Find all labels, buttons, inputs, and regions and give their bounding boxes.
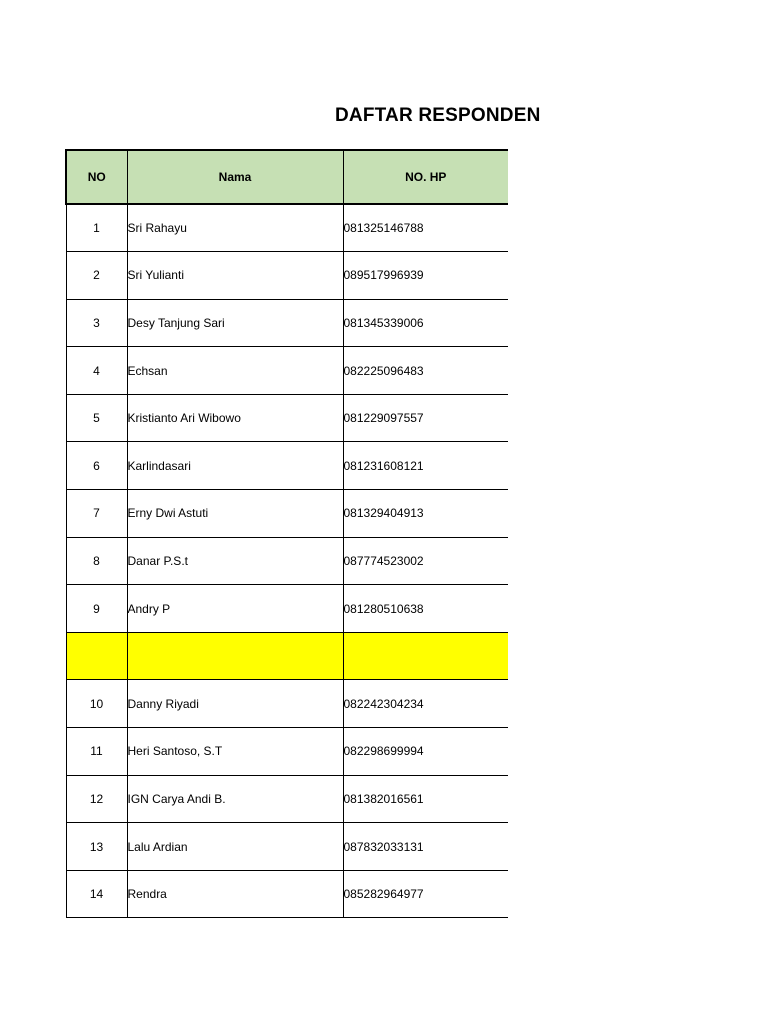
table-header-row <box>66 150 508 204</box>
cell-no: 5 <box>66 394 127 442</box>
cell-no: 7 <box>66 490 127 538</box>
cell-hp: 082242304234 <box>343 680 508 728</box>
cell-hp <box>343 632 508 680</box>
cell-no: 10 <box>66 680 127 728</box>
cell-nama: Karlindasari <box>127 442 343 490</box>
cell-nama: Andry P <box>127 585 343 633</box>
cell-nama: Desy Tanjung Sari <box>127 299 343 347</box>
cell-nama: Rendra <box>127 870 343 918</box>
cell-nama: Sri Rahayu <box>127 204 343 252</box>
cell-nama: Kristianto Ari Wibowo <box>127 394 343 442</box>
table-row <box>66 775 508 823</box>
cell-no: 6 <box>66 442 127 490</box>
cell-nama: Danar P.S.t <box>127 537 343 585</box>
cell-nama: Danny Riyadi <box>127 680 343 728</box>
cell-hp: 082298699994 <box>343 728 508 776</box>
cell-nama: Sri Yulianti <box>127 252 343 300</box>
cell-no: 8 <box>66 537 127 585</box>
cell-hp: 081382016561 <box>343 775 508 823</box>
header-hp: NO. HP <box>343 150 508 204</box>
cell-nama: Echsan <box>127 347 343 395</box>
table-row <box>66 680 508 728</box>
table-row <box>66 490 508 538</box>
cell-nama: IGN Carya Andi B. <box>127 775 343 823</box>
respondent-table <box>65 149 508 918</box>
cell-hp: 081325146788 <box>343 204 508 252</box>
cell-no: 1 <box>66 204 127 252</box>
header-nama: Nama <box>127 150 343 204</box>
table-row <box>66 204 508 252</box>
cell-hp: 087832033131 <box>343 823 508 871</box>
table-row <box>66 394 508 442</box>
cell-hp: 081280510638 <box>343 585 508 633</box>
cell-no: 11 <box>66 728 127 776</box>
table-row <box>66 632 508 680</box>
cell-hp: 081345339006 <box>343 299 508 347</box>
table-row <box>66 823 508 871</box>
cell-nama: Erny Dwi Astuti <box>127 490 343 538</box>
cell-no <box>66 632 127 680</box>
table-row <box>66 252 508 300</box>
cell-no: 3 <box>66 299 127 347</box>
table-row <box>66 585 508 633</box>
table-body <box>66 204 508 918</box>
table-row <box>66 728 508 776</box>
table-row <box>66 299 508 347</box>
cell-nama: Lalu Ardian <box>127 823 343 871</box>
cell-hp: 085282964977 <box>343 870 508 918</box>
table-row <box>66 347 508 395</box>
table-row <box>66 870 508 918</box>
cell-no: 9 <box>66 585 127 633</box>
header-no: NO <box>66 150 127 204</box>
cell-nama: Heri Santoso, S.T <box>127 728 343 776</box>
cell-hp: 089517996939 <box>343 252 508 300</box>
table-row <box>66 442 508 490</box>
cell-no: 12 <box>66 775 127 823</box>
cell-hp: 087774523002 <box>343 537 508 585</box>
cell-no: 14 <box>66 870 127 918</box>
table-row <box>66 537 508 585</box>
cell-hp: 081231608121 <box>343 442 508 490</box>
cell-no: 4 <box>66 347 127 395</box>
cell-hp: 081229097557 <box>343 394 508 442</box>
cell-hp: 081329404913 <box>343 490 508 538</box>
cell-no: 2 <box>66 252 127 300</box>
page-title: DAFTAR RESPONDEN <box>335 105 541 126</box>
cell-no: 13 <box>66 823 127 871</box>
cell-hp: 082225096483 <box>343 347 508 395</box>
cell-nama <box>127 632 343 680</box>
